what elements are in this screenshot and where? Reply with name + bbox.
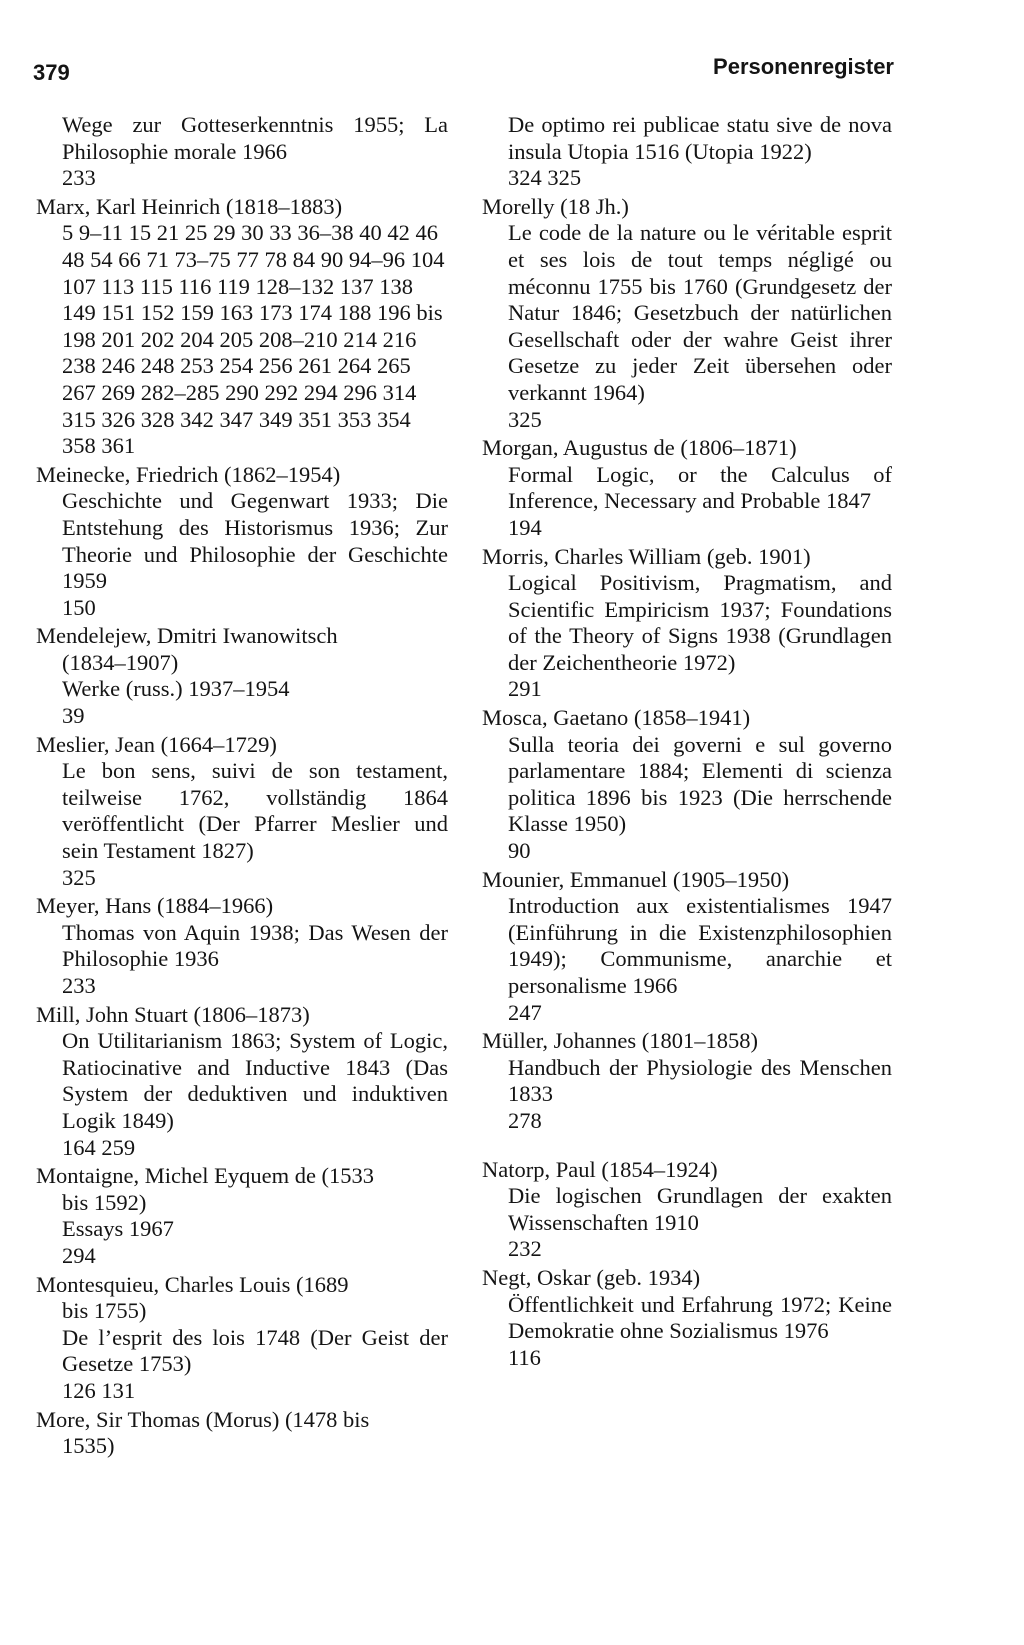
entry-name: Mill, John Stuart (1806–1873) [36,1001,310,1027]
entry-name: More, Sir Thomas (Morus) (1478 bis [36,1406,370,1432]
index-entry [482,1028,892,1134]
entry-name: Meslier, Jean (1664–1729) [36,731,277,757]
left-column [36,112,448,1460]
entry-works: De optimo rei publicae statu sive de nova insula Utopia 1516 (Utopia 1922) [508,112,892,164]
entry-works: De l’esprit des lois 1748 (Der Geist der Gesetze 1753) [62,1324,448,1377]
entry-pages: 90 [508,838,531,864]
entry-name-continuation: (1834–1907) [62,649,179,675]
entry-pages: 233 [62,165,96,191]
entry-works: Logical Positivism, Pragmatism, and Scientific Empiricism 1937; Foundations of the Theory of Signs 1938 (Grundlagen der Zeichentheorie 1972) [508,570,892,675]
running-header-title: Personenregister [713,54,894,79]
page-number: 379 [33,60,70,85]
entry-name: Müller, Johannes (1801–1858) [482,1028,758,1054]
entry-pages: 325 [508,406,542,432]
entry-name: Montesquieu, Charles Louis (1689 [36,1271,349,1297]
index-entry [36,1272,448,1405]
entry-works: Le code de la nature ou le véritable esprit et ses lois de tout temps négligé ou méconnu 1755 bis 1760 (Grundgesetz der Natur 1846; Gesetzbuch der natürlichen Gesellschaft oder der wahre Geist ihrer Gesetze zu jeder Zeit übersehen oder verkannt 1964) [508,220,892,405]
index-entry [36,623,448,729]
index-entry [36,1002,448,1162]
entry-works: Thomas von Aquin 1938; Das Wesen der Philosophie 1936 [62,919,448,972]
entry-pages: 126 131 [62,1377,136,1403]
entry-name-continuation: bis 1592) [62,1189,147,1215]
entry-name: Marx, Karl Heinrich (1818–1883) [36,193,343,219]
index-entry [36,732,448,892]
entry-pages: 325 [62,864,96,890]
entry-name: Meinecke, Friedrich (1862–1954) [36,461,341,487]
entry-name-continuation: bis 1755) [62,1298,147,1324]
index-entry [36,1163,448,1269]
entry-name: Morelly (18 Jh.) [482,193,629,219]
index-entry [482,705,892,865]
entry-name: Morris, Charles William (geb. 1901) [482,543,811,569]
entry-pages: 39 [62,703,85,729]
entry-name: Morgan, Augustus de (1806–1871) [482,435,797,461]
entry-pages: 164 259 [62,1134,136,1160]
entry-works: Le bon sens, suivi de son testament, teilweise 1762, vollständig 1864 veröffentlicht (Der Pfarrer Meslier und sein Testament 1827) [62,758,448,864]
entry-works: Essays 1967 [62,1216,174,1242]
entry-pages: 232 [508,1236,542,1262]
index-entry [36,1407,448,1460]
entry-pages: 291 [508,676,542,702]
index-entry-continuation [36,112,448,192]
entry-pages: 278 [508,1107,542,1133]
entry-name: Mosca, Gaetano (1858–1941) [482,705,751,731]
index-entry-continuation [482,112,892,192]
index-entry [482,867,892,1027]
entry-works: Werke (russ.) 1937–1954 [62,676,290,702]
index-entry [36,893,448,999]
entry-pages: 5 9–11 15 21 25 29 30 33 36–38 40 42 46 48 54 66 71 73–75 77 78 84 90 94–96 104 107 113 115 116 119 128–132 137 138 149 151 152 159 163 173 174 188 196 bis 198 201 202 204 205 208–210 214 216 238 246 248 253 254 256 261 264 265 267 269 282–285 290 292 294 296 314 315 326 328 342 347 349 351 353 354 358 361 [62,220,445,459]
entry-name: Montaigne, Michel Eyquem de (1533 [36,1163,375,1189]
entry-name: Mounier, Emmanuel (1905–1950) [482,866,790,892]
entry-works: On Utilitarianism 1863; System of Logic, Ratiocinative and Inductive 1843 (Das System der deduktiven und induktiven Logik 1849) [62,1028,448,1133]
entry-works: Formal Logic, or the Calculus of Inference, Necessary and Probable 1847 [508,461,892,514]
entry-pages: 324 325 [508,165,582,191]
entry-works: Introduction aux existentialismes 1947 (Einführung in die Existenzphilosophien 1949); Communisme, anarchie et personalisme 1966 [508,893,892,998]
index-entry [36,462,448,622]
entry-name: Meyer, Hans (1884–1966) [36,893,274,919]
index-entry [482,194,892,433]
index-entry [482,544,892,704]
entry-pages: 294 [62,1242,96,1268]
entry-works: Geschichte und Gegenwart 1933; Die Entstehung des Historismus 1936; Zur Theorie und Philosophie der Geschichte 1959 [62,488,448,594]
entry-works: Die logischen Grundlagen der exakten Wissenschaften 1910 [508,1183,892,1235]
entry-works: Handbuch der Physiologie des Menschen 1833 [508,1054,892,1107]
index-entry [482,1265,892,1371]
right-column [482,112,892,1371]
index-entry [482,1157,892,1263]
entry-pages: 150 [62,594,96,620]
entry-name: Negt, Oskar (geb. 1934) [482,1264,701,1290]
index-entry [482,435,892,541]
entry-pages: 116 [508,1344,541,1370]
entry-works: Öffentlichkeit und Erfahrung 1972; Keine Demokratie ohne Sozialismus 1976 [508,1291,892,1344]
index-entry [36,194,448,460]
entry-pages: 233 [62,973,96,998]
entry-works: Wege zur Gotteserkenntnis 1955; La Philosophie morale 1966 [62,112,448,164]
entry-name-continuation: 1535) [62,1433,115,1459]
entry-pages: 247 [508,999,542,1025]
entry-pages: 194 [508,514,542,540]
entry-works: Sulla teoria dei governi e sul governo parlamentare 1884; Elementi di scienza politica 1896 bis 1923 (Die herrschende Klasse 1950) [508,731,892,837]
entry-name: Mendelejew, Dmitri Iwanowitsch [36,623,338,649]
entry-name: Natorp, Paul (1854–1924) [482,1156,718,1182]
